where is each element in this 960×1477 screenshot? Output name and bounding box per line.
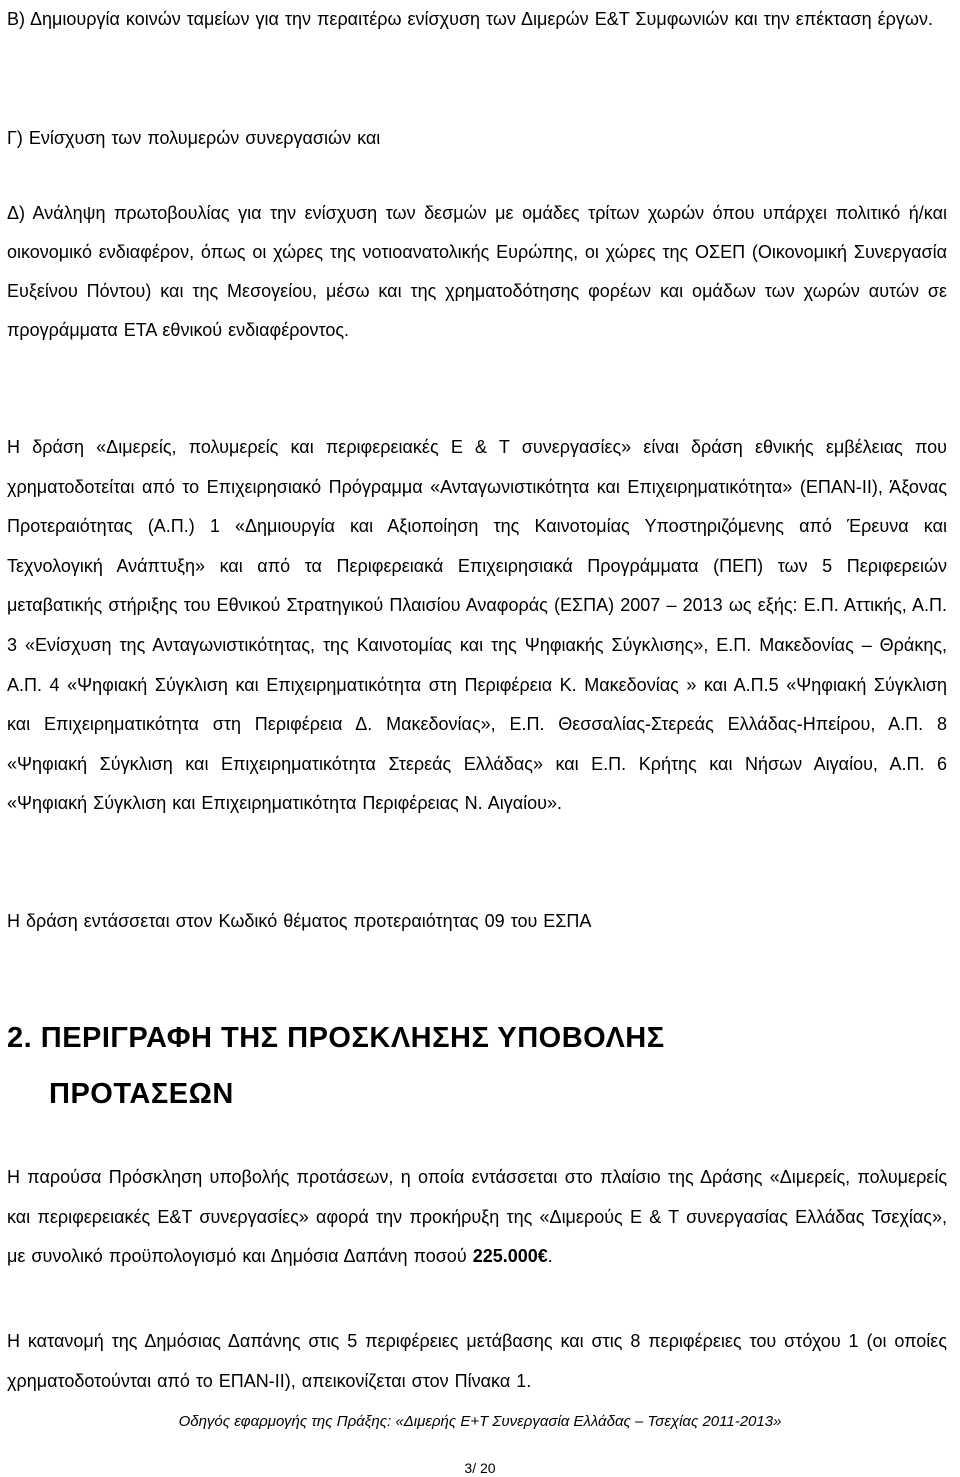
- section-title-line2: ΠΡΟΤΑΣΕΩΝ: [49, 1078, 234, 1110]
- paragraph-action-code: Η δράση εντάσσεται στον Κωδικό θέματος προτεραιότητας 09 του ΕΣΠΑ: [7, 911, 592, 931]
- paragraph-budget: Η κατανομή της Δημόσιας Δαπάνης στις 5 περιφέρειες μετάβασης και στις 8 περιφέρειες του στόχου 1 (οι οποίες χρηματοδοτούνται από το ΕΠΑΝ-ΙΙ), απεικονίζεται στον Πίνακα 1.: [7, 1331, 947, 1391]
- paragraph-b: Β) Δημιουργία κοινών ταμείων για την περαιτέρω ενίσχυση των Διμερών Ε&Τ Συμφωνιών και την επέκταση έργων.: [7, 9, 933, 29]
- section-number: 2.: [7, 1022, 33, 1054]
- section-heading: [7, 1010, 947, 1122]
- paragraph-d: Δ) Ανάληψη πρωτοβουλίας για την ενίσχυση των δεσμών με ομάδες τρίτων χωρών όπου υπάρχει πολιτικό ή/και οικονομικό ενδιαφέρον, όπως οι χώρες της νοτιοανατολικής Ευρώπης, οι χώρες της ΟΣΕΠ (Οικονομική Συνεργασία Ευξείνου Πόντου) και της Μεσογείου, μέσω και της χρηματοδότησης φορέων και ομάδων των χωρών αυτών σε προγράμματα ΕΤΑ εθνικού ενδιαφέροντος.: [7, 203, 947, 340]
- call-end: .: [547, 1246, 553, 1266]
- footer-guide-title: Οδηγός εφαρμογής της Πράξης: «Διμερής Ε+Τ Συνεργασία Ελλάδας – Τσεχίας 2011-2013»: [178, 1413, 782, 1430]
- call-amount: 225.000€: [472, 1246, 548, 1266]
- paragraph-call: [7, 1158, 947, 1277]
- call-text: Η παρούσα Πρόσκληση υποβολής προτάσεων, η οποία εντάσσεται στο πλαίσιο της Δράσης «Διμερείς, πολυμερείς και περιφερειακές Ε&Τ συνεργασίες» αφορά την προκήρυξη της «Διμερούς Ε & Τ συνεργασίας Ελλάδας Τσεχίας», με συνολικό προϋπολογισμό και Δημόσια Δαπάνη ποσού: [7, 1167, 947, 1266]
- paragraph-action-description: Η δράση «Διμερείς, πολυμερείς και περιφερειακές Ε & Τ συνεργασίες» είναι δράση εθνικής εμβέλειας που χρηματοδοτείται από το Επιχειρησιακό Πρόγραμμα «Ανταγωνιστικότητα και Επιχειρηματικότητα» (ΕΠΑΝ-ΙΙ), Άξονας Προτεραιότητας (Α.Π.) 1 «Δημιουργία και Αξιοποίηση της Καινοτομίας Υποστηριζόμενης από Έρευνα και Τεχνολογική Ανάπτυξη» και από τα Περιφερειακά Επιχειρησιακά Προγράμματα (ΠΕΠ) των 5 Περιφερειών μεταβατικής στήριξης του Εθνικού Στρατηγικού Πλαισίου Αναφοράς (ΕΣΠΑ) 2007 – 2013 ως εξής: Ε.Π. Αττικής, Α.Π. 3 «Ενίσχυση της Ανταγωνιστικότητας, της Καινοτομίας και της Ψηφιακής Σύγκλισης», Ε.Π. Μακεδονίας – Θράκης, Α.Π. 4 «Ψηφιακή Σύγκλιση και Επιχειρηματικότητα στη Περιφέρεια Κ. Μακεδονίας » και Α.Π.5 «Ψηφιακή Σύγκλιση και Επιχειρηματικότητα στη Περιφέρεια Δ. Μακεδονίας», Ε.Π. Θεσσαλίας-Στερεάς Ελλάδας-Ηπείρου, Α.Π. 8 «Ψηφιακή Σύγκλιση και Επιχειρηματικότητα Στερεάς Ελλάδας» και Ε.Π. Κρήτης και Νήσων Αιγαίου, Α.Π. 6 «Ψηφιακή Σύγκλιση και Επιχειρηματικότητα Περιφέρειας Ν. Αιγαίου».: [7, 437, 947, 814]
- section-title: ΠΕΡΙΓΡΑΦΗ ΤΗΣ ΠΡΟΣΚΛΗΣΗΣ ΥΠΟΒΟΛΗΣ: [40, 1022, 665, 1054]
- footer-page-number: 3/ 20: [464, 1460, 496, 1476]
- paragraph-g: Γ) Ενίσχυση των πολυμερών συνεργασιών και: [7, 128, 381, 148]
